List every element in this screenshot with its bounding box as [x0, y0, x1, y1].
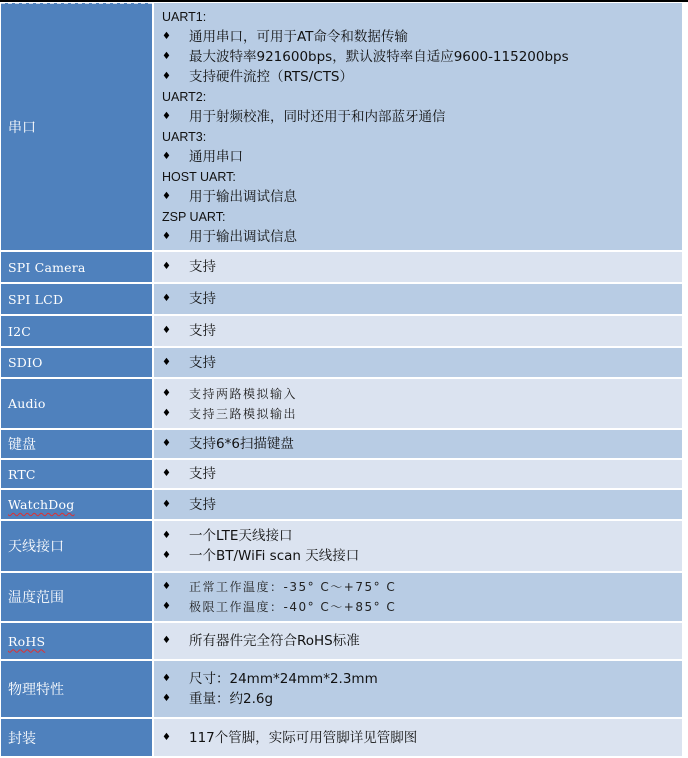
row-label: 键盘 [1, 430, 154, 458]
group-heading: UART2: [162, 89, 207, 104]
diamond-bullet-icon: ♦ [162, 581, 173, 592]
table-row-serial [1, 3, 682, 252]
row-label: 串口 [1, 3, 154, 250]
table-row-i2c [1, 316, 682, 348]
row-value [154, 348, 682, 377]
list-item: ♦ 通用串口，可用于AT命令和数据传输 [162, 28, 408, 45]
list-item: ♦ 用于输出调试信息 [162, 228, 297, 245]
list-item: ♦ 所有器件完全符合RoHS标准 [162, 633, 360, 649]
diamond-bullet-icon: ♦ [162, 498, 171, 510]
row-label [1, 623, 154, 659]
row-label: I2C [1, 316, 154, 346]
list-item: ♦ 支持两路模拟输入 [162, 384, 682, 404]
diamond-bullet-icon: ♦ [162, 387, 173, 399]
diamond-bullet-icon: ♦ [162, 150, 171, 162]
diamond-bullet-icon: ♦ [162, 293, 171, 304]
row-value [154, 573, 682, 621]
spellcheck-underlined-text: WatchDog [8, 497, 75, 512]
row-label: 温度范围 [1, 573, 154, 621]
list-item: ♦ 支持 [162, 323, 216, 339]
row-value [154, 460, 682, 488]
table-row-sdio [1, 348, 682, 379]
list-item: ♦ 支持硬件流控（RTS/CTS） [162, 68, 354, 85]
list-item: ♦ 支持 [162, 291, 216, 307]
list-item: ♦ 支持三路模拟输出 [162, 404, 682, 424]
row-label: SPI LCD [1, 284, 154, 314]
list-item: ♦ 支持 [162, 496, 216, 513]
table-row-antenna [1, 521, 682, 573]
row-value [154, 719, 682, 756]
group-heading: HOST UART: [162, 169, 236, 184]
row-value [154, 661, 682, 717]
list-item: ♦ 支持 [162, 259, 216, 275]
list-item: ♦ 极限工作温度：-40° C～+85° C [162, 597, 682, 617]
row-value [154, 430, 682, 458]
diamond-bullet-icon: ♦ [162, 468, 171, 479]
row-label: 物理特性 [1, 661, 154, 717]
row-value [154, 284, 682, 314]
row-value [154, 316, 682, 346]
diamond-bullet-icon: ♦ [162, 550, 171, 561]
group-heading: ZSP UART: [162, 209, 226, 224]
list-item: ♦ 用于射频校准，同时还用于和内部蓝牙通信 [162, 108, 446, 125]
row-label: 封装 [1, 719, 154, 756]
spellcheck-underlined-text: RoHS [8, 633, 46, 649]
list-item: ♦ 最大波特率921600bps，默认波特率自适应9600-115200bps [162, 48, 569, 65]
diamond-bullet-icon: ♦ [162, 261, 171, 272]
table-row-physical [1, 661, 682, 719]
diamond-bullet-icon: ♦ [162, 407, 173, 419]
table-row-package [1, 719, 682, 756]
diamond-bullet-icon: ♦ [162, 110, 171, 122]
diamond-bullet-icon: ♦ [162, 530, 171, 541]
diamond-bullet-icon: ♦ [162, 601, 173, 612]
row-label: 天线接口 [1, 521, 154, 571]
diamond-bullet-icon: ♦ [162, 30, 171, 42]
diamond-bullet-icon: ♦ [162, 325, 171, 336]
diamond-bullet-icon: ♦ [162, 731, 171, 743]
list-item: ♦ 重量：约2.6g [162, 691, 274, 707]
row-value [154, 623, 682, 659]
top-border [0, 0, 688, 2]
list-item: ♦ 117个管脚，实际可用管脚详见管脚图 [162, 729, 418, 746]
diamond-bullet-icon: ♦ [162, 356, 171, 368]
list-item: ♦ 支持6*6扫描键盘 [162, 436, 294, 452]
diamond-bullet-icon: ♦ [162, 190, 171, 202]
diamond-bullet-icon: ♦ [162, 693, 171, 704]
spec-table [1, 3, 682, 756]
diamond-bullet-icon: ♦ [162, 438, 171, 449]
diamond-bullet-icon: ♦ [162, 635, 171, 646]
list-item: ♦ 支持 [162, 466, 216, 482]
diamond-bullet-icon: ♦ [162, 70, 171, 82]
table-row-spi-camera [1, 252, 682, 284]
list-item: ♦ 一个BT/WiFi scan 天线接口 [162, 548, 360, 564]
list-item: ♦ 尺寸：24mm*24mm*2.3mm [162, 671, 378, 687]
table-row-keyboard [1, 430, 682, 460]
list-item: ♦ 通用串口 [162, 148, 243, 165]
row-value [154, 521, 682, 571]
group-heading: UART3: [162, 129, 207, 144]
row-value [154, 3, 682, 250]
list-item: ♦ 支持 [162, 354, 216, 371]
diamond-bullet-icon: ♦ [162, 50, 171, 62]
row-value [154, 490, 682, 519]
row-value [154, 379, 682, 428]
diamond-bullet-icon: ♦ [162, 673, 171, 684]
table-row-temperature [1, 573, 682, 623]
table-row-audio [1, 379, 682, 430]
row-value [154, 252, 682, 282]
diamond-bullet-icon: ♦ [162, 230, 171, 242]
list-item: ♦ 正常工作温度：-35° C～+75° C [162, 577, 682, 597]
list-item: ♦ 用于输出调试信息 [162, 188, 297, 205]
row-label: SPI Camera [1, 252, 154, 282]
row-label: Audio [1, 379, 154, 428]
table-row-rohs [1, 623, 682, 661]
table-row-rtc [1, 460, 682, 490]
table-row-spi-lcd [1, 284, 682, 316]
group-heading: UART1: [162, 9, 207, 24]
dashed-border [1, 3, 154, 4]
row-label: SDIO [1, 348, 154, 377]
list-item: ♦ 一个LTE天线接口 [162, 528, 293, 544]
row-label [1, 490, 154, 519]
table-row-watchdog [1, 490, 682, 521]
row-label: RTC [1, 460, 154, 488]
